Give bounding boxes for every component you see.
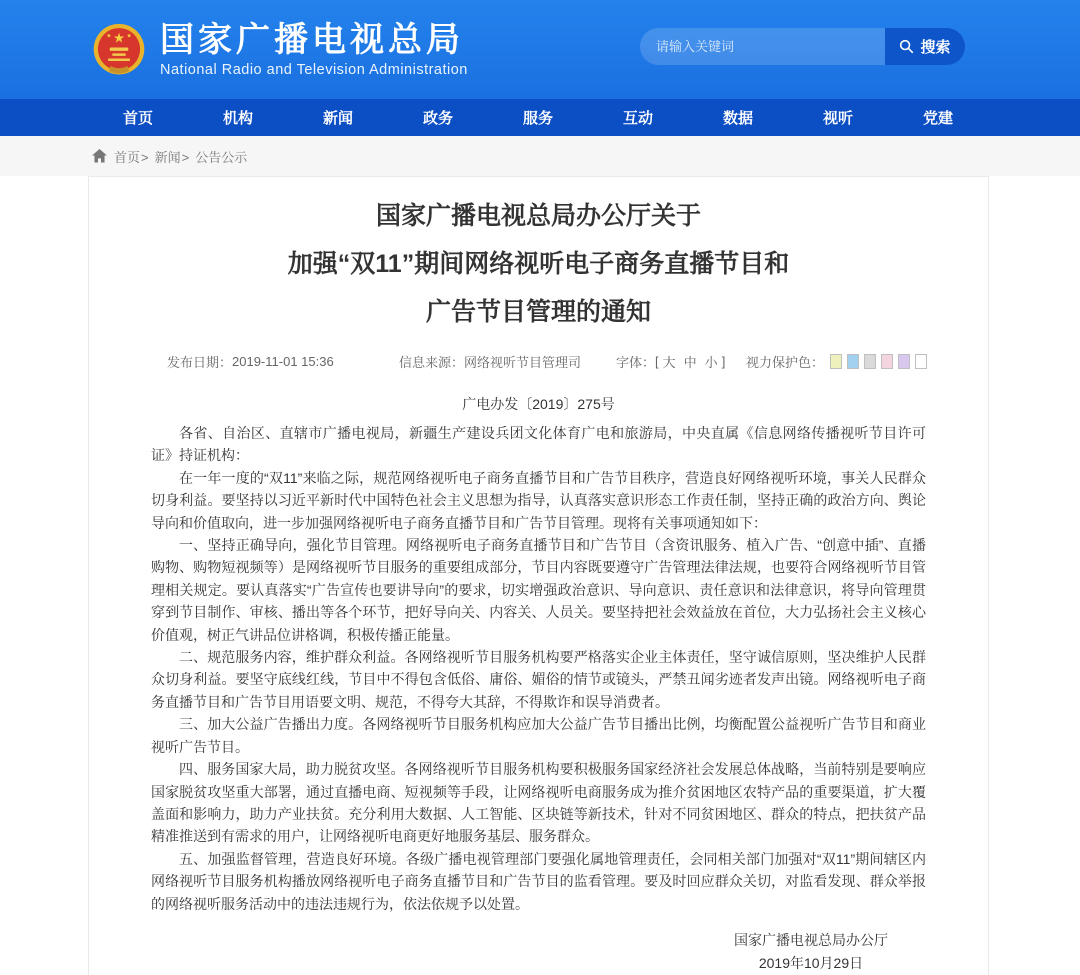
article-paragraph: 四、服务国家大局，助力脱贫攻坚。各网络视听节目服务机构要积极服务国家经济社会发展总体战略，当前特别是要响应国家脱贫攻坚重大部署，通过直播电商、短视频等手段，让网络视听电商服务成为推介贫困地区农特产品的重要渠道，扩大覆盖面和影响力，助力产业扶贫。充分利用大数据、人工智能、区块链等新技术，针对不同贫困地区、群众的特点，把扶贫产品精准推送到有需求的用户，让网络视听电商更好地服务基层、服务群众。 — [151, 761, 926, 845]
nav-list-item — [288, 107, 388, 128]
article-body — [89, 422, 988, 915]
article-title-line: 广告节目管理的通知 — [425, 298, 651, 326]
site-brand — [92, 21, 468, 78]
site-header — [0, 0, 1080, 99]
eye-protect-swatch[interactable] — [898, 354, 910, 369]
article-paragraph: 二、规范服务内容，维护群众利益。各网络视听节目服务机构要严格落实企业主体责任，坚守诚信原则，坚决维护人民群众切身利益。要坚守底线红线，节目中不得包含低俗、庸俗、媚俗的情节或镜头，严禁丑闻劣迹者发声出镜。网络视听电子商务直播节目和广告节目用语要文明、规范，不得夸大其辞，不得欺诈和误导消费者。 — [151, 649, 926, 710]
nav-item-新闻[interactable]: 新闻 — [322, 110, 353, 127]
article-paragraph: 一、坚持正确导向，强化节目管理。网络视听电子商务直播节目和广告节目（含资讯服务、植入广告、“创意中插”、直播购物、购物短视频等）是网络视听节目服务的重要组成部分，节目内容既要遵守广告管理法律法规，也要符合网络视听节目管理相关规定。要认真落实“广告宣传也要讲导向”的要求，切实增强政治意识、导向意识、责任意识和法律意识，将导向管理贯穿到节目制作、审核、播出等各个环节，把好导向关、内容关、人员关。要坚持把社会效益放在首位，大力弘扬社会主义核心价值观，树正气讲品位讲格调，积极传播正能量。 — [151, 537, 926, 643]
article-title-line: 国家广播电视总局办公厅关于 — [375, 202, 701, 230]
nav-list-item — [588, 107, 688, 128]
svg-text:★: ★ — [112, 29, 126, 45]
national-emblem-logo — [92, 22, 146, 78]
nav-list-item — [788, 107, 888, 128]
breadcrumb-item-公告公示: 公告公示 — [195, 149, 248, 165]
main-nav — [0, 99, 1080, 136]
article-paragraph: 在一年一度的“双11”来临之际，规范网络视听电子商务直播节目和广告节目秩序，营造良好网络视听环境，事关人民群众切身利益。要坚持以习近平新时代中国特色社会主义思想为指导，认真落实意识形态工作责任制，坚持正确的政治方向、舆论导向和价值取向，进一步加强网络视听电子商务直播节目和广告节目管理。现将有关事项通知如下： — [151, 469, 926, 531]
breadcrumb-item-首页[interactable]: 首页 — [114, 149, 141, 165]
nav-item-机构[interactable]: 机构 — [222, 110, 253, 127]
source-label: 信息来源： — [399, 354, 465, 370]
article-card — [88, 176, 989, 975]
eye-protect-swatch[interactable] — [830, 354, 842, 369]
home-icon — [92, 149, 107, 163]
font-bracket-close: ] — [721, 353, 726, 369]
font-bracket-open: [ — [655, 353, 659, 369]
publish-date-label: 发布日期： — [167, 354, 233, 370]
breadcrumb-separator: > — [181, 149, 190, 165]
site-title: 国家广播电视总局 — [160, 21, 464, 59]
nav-list-item — [688, 107, 788, 128]
search-button-label: 搜索 — [920, 39, 951, 56]
article-title — [89, 177, 988, 336]
doc-number: 广电办发〔2019〕275号 — [462, 396, 615, 412]
search-box — [640, 28, 965, 65]
eye-protect-swatch[interactable] — [847, 354, 859, 369]
nav-list — [88, 107, 988, 128]
nav-list-item — [88, 107, 188, 128]
signature-date: 2019年10月29日 — [758, 954, 864, 971]
signature-org: 国家广播电视总局办公厅 — [734, 931, 888, 948]
article-title-line: 加强“双11”期间网络视听电子商务直播节目和 — [287, 250, 790, 278]
search-icon — [899, 39, 914, 54]
article-paragraph: 各省、自治区、直辖市广播电视局，新疆生产建设兵团文化体育广电和旅游局，中央直属《信息网络传播视听节目许可证》持证机构： — [151, 425, 926, 464]
font-size-label: 字体： — [616, 354, 656, 370]
nav-item-互动[interactable]: 互动 — [622, 110, 653, 127]
article-paragraph: 三、加大公益广告播出力度。各网络视听节目服务机构应加大公益广告节目播出比例，均衡配置公益视听广告节目和商业视听广告节目。 — [151, 716, 926, 755]
eye-protect-swatch[interactable] — [864, 354, 876, 369]
breadcrumb-separator: > — [141, 149, 149, 165]
nav-item-党建[interactable]: 党建 — [922, 110, 953, 127]
eye-protect-swatch[interactable] — [915, 354, 927, 369]
search-input[interactable] — [640, 28, 885, 65]
nav-list-item — [188, 107, 288, 128]
font-size-option-大[interactable]: 大 — [662, 354, 676, 370]
signature-block — [89, 929, 988, 975]
article-meta — [89, 351, 988, 371]
nav-item-服务[interactable]: 服务 — [522, 110, 553, 127]
article-paragraph: 五、加强监督管理，营造良好环境。各级广播电视管理部门要强化属地管理责任，会同相关部门加强对“双11”期间辖区内网络视听节目服务机构播放网络视听电子商务直播节目和广告节目的监看管理。要及时回应群众关切，对监看发现、群众举报的网络视听服务活动中的违法违规行为，依法依规予以处置。 — [151, 850, 926, 912]
svg-text:★: ★ — [126, 32, 132, 39]
eye-protect-label: 视力保护色： — [746, 354, 825, 370]
nav-list-item — [888, 107, 988, 128]
svg-text:★: ★ — [106, 32, 112, 39]
breadcrumb-item-新闻[interactable]: 新闻 — [154, 149, 181, 165]
site-subtitle: National Radio and Television Administration — [160, 62, 468, 78]
nav-item-首页[interactable]: 首页 — [122, 110, 153, 127]
nav-item-视听[interactable]: 视听 — [822, 110, 853, 127]
eye-protect-swatches — [830, 354, 927, 369]
publish-date-value: 2019-11-01 15:36 — [232, 353, 334, 369]
breadcrumb — [0, 136, 1080, 176]
nav-item-数据[interactable]: 数据 — [722, 110, 753, 127]
eye-protect-swatch[interactable] — [881, 354, 893, 369]
nav-list-item — [388, 107, 488, 128]
source-value: 网络视听节目管理司 — [464, 354, 582, 370]
font-size-option-中[interactable]: 中 — [683, 354, 697, 370]
nav-list-item — [488, 107, 588, 128]
nav-item-政务[interactable]: 政务 — [422, 110, 453, 127]
search-button[interactable] — [885, 28, 965, 65]
font-size-option-小[interactable]: 小 — [704, 354, 718, 370]
